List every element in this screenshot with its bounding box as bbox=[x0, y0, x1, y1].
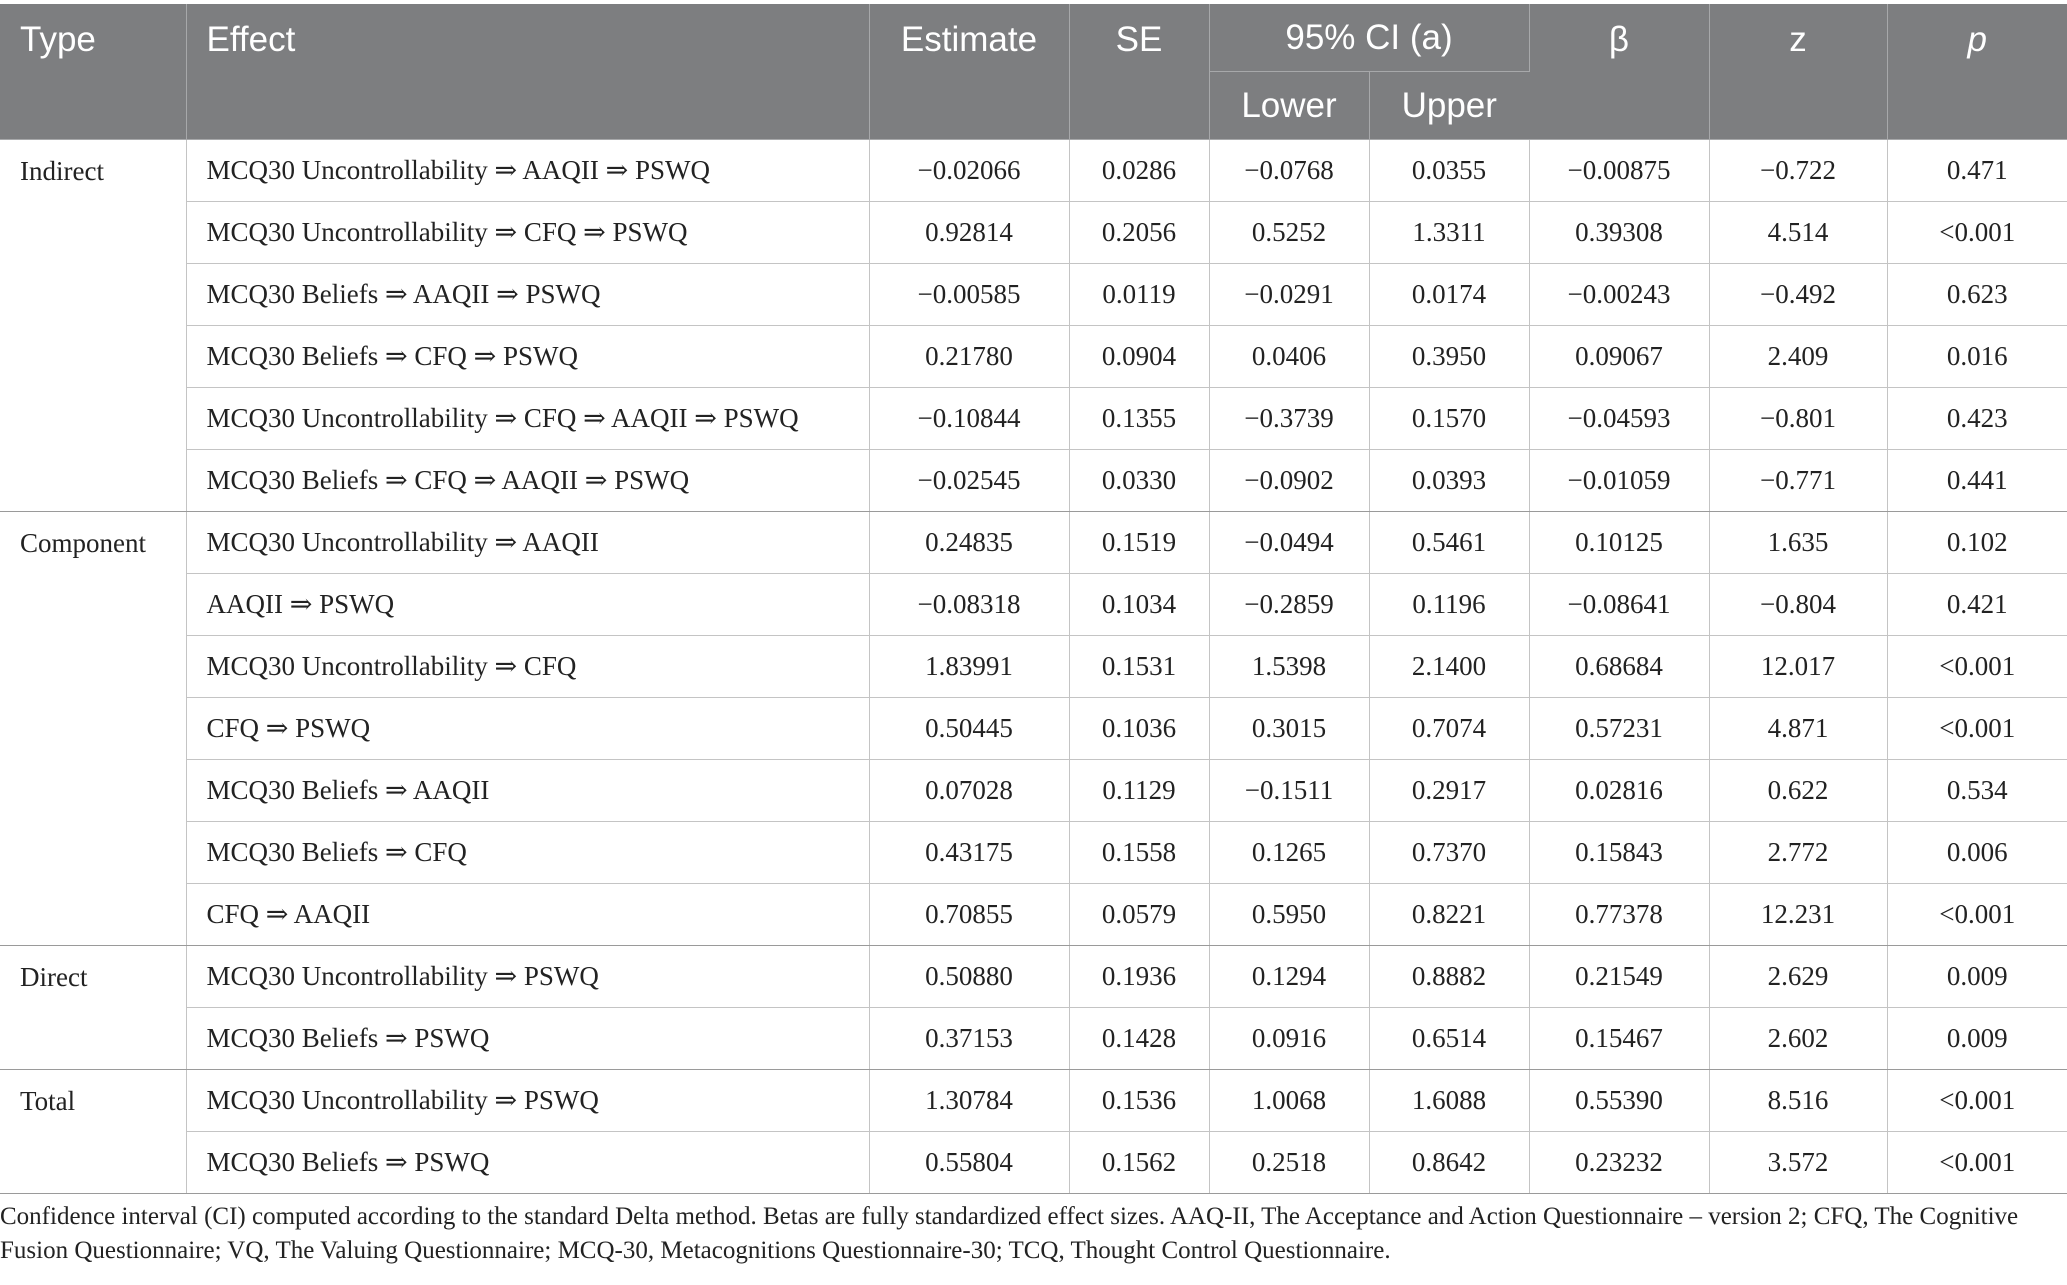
effect-cell: MCQ30 Uncontrollability ⇒ CFQ ⇒ PSWQ bbox=[186, 202, 869, 264]
mediation-results-table bbox=[0, 4, 2067, 1194]
estimate-cell: −0.08318 bbox=[869, 574, 1069, 636]
row-type-cell: Total bbox=[0, 1070, 186, 1194]
header-p: p bbox=[1887, 4, 2067, 140]
upper-cell: 0.7074 bbox=[1369, 698, 1529, 760]
upper-cell: 0.0174 bbox=[1369, 264, 1529, 326]
lower-cell: −0.3739 bbox=[1209, 388, 1369, 450]
table-row bbox=[0, 698, 2067, 760]
se-cell: 0.1562 bbox=[1069, 1132, 1209, 1194]
upper-cell: 0.8642 bbox=[1369, 1132, 1529, 1194]
z-cell: −0.722 bbox=[1709, 140, 1887, 202]
upper-cell: 0.3950 bbox=[1369, 326, 1529, 388]
header-upper: Upper bbox=[1369, 72, 1529, 140]
p-cell: 0.421 bbox=[1887, 574, 2067, 636]
lower-cell: 1.5398 bbox=[1209, 636, 1369, 698]
estimate-cell: −0.00585 bbox=[869, 264, 1069, 326]
effect-cell: CFQ ⇒ PSWQ bbox=[186, 698, 869, 760]
p-cell: <0.001 bbox=[1887, 636, 2067, 698]
z-cell: −0.804 bbox=[1709, 574, 1887, 636]
se-cell: 0.1531 bbox=[1069, 636, 1209, 698]
beta-cell: −0.01059 bbox=[1529, 450, 1709, 512]
estimate-cell: 0.24835 bbox=[869, 512, 1069, 574]
lower-cell: 0.0406 bbox=[1209, 326, 1369, 388]
estimate-cell: 0.50445 bbox=[869, 698, 1069, 760]
p-cell: <0.001 bbox=[1887, 1070, 2067, 1132]
beta-cell: 0.55390 bbox=[1529, 1070, 1709, 1132]
lower-cell: 0.1265 bbox=[1209, 822, 1369, 884]
p-cell: <0.001 bbox=[1887, 1132, 2067, 1194]
table-page bbox=[0, 4, 2067, 1268]
se-cell: 0.1428 bbox=[1069, 1008, 1209, 1070]
lower-cell: 0.5252 bbox=[1209, 202, 1369, 264]
beta-cell: 0.15467 bbox=[1529, 1008, 1709, 1070]
z-cell: 3.572 bbox=[1709, 1132, 1887, 1194]
effect-cell: CFQ ⇒ AAQII bbox=[186, 884, 869, 946]
header-effect: Effect bbox=[186, 4, 869, 140]
lower-cell: 0.5950 bbox=[1209, 884, 1369, 946]
effect-cell: MCQ30 Uncontrollability ⇒ AAQII bbox=[186, 512, 869, 574]
z-cell: 4.514 bbox=[1709, 202, 1887, 264]
table-footnote: Confidence interval (CI) computed according to the standard Delta method. Betas are fully standardized effect sizes. AAQ-II, The Acceptance and Action Questionnaire – version 2; CFQ, The Cognitive Fusion Questionnaire; VQ, The Valuing Questionnaire; MCQ-30, Metacognitions Questionnaire-30; TCQ, Thought Control Questionnaire. bbox=[0, 1203, 2019, 1264]
se-cell: 0.1036 bbox=[1069, 698, 1209, 760]
se-cell: 0.0904 bbox=[1069, 326, 1209, 388]
table-row bbox=[0, 512, 2067, 574]
estimate-cell: 0.55804 bbox=[869, 1132, 1069, 1194]
beta-cell: −0.00875 bbox=[1529, 140, 1709, 202]
z-cell: 2.629 bbox=[1709, 946, 1887, 1008]
p-cell: 0.471 bbox=[1887, 140, 2067, 202]
beta-cell: 0.21549 bbox=[1529, 946, 1709, 1008]
p-cell: 0.102 bbox=[1887, 512, 2067, 574]
effect-cell: MCQ30 Beliefs ⇒ CFQ ⇒ PSWQ bbox=[186, 326, 869, 388]
lower-cell: −0.0768 bbox=[1209, 140, 1369, 202]
p-cell: 0.006 bbox=[1887, 822, 2067, 884]
table-row bbox=[0, 884, 2067, 946]
upper-cell: 2.1400 bbox=[1369, 636, 1529, 698]
se-cell: 0.0119 bbox=[1069, 264, 1209, 326]
lower-cell: 0.3015 bbox=[1209, 698, 1369, 760]
estimate-cell: −0.02066 bbox=[869, 140, 1069, 202]
beta-cell: 0.68684 bbox=[1529, 636, 1709, 698]
upper-cell: 0.7370 bbox=[1369, 822, 1529, 884]
header-se: SE bbox=[1069, 4, 1209, 140]
se-cell: 0.1536 bbox=[1069, 1070, 1209, 1132]
upper-cell: 0.1570 bbox=[1369, 388, 1529, 450]
z-cell: 2.409 bbox=[1709, 326, 1887, 388]
lower-cell: 0.1294 bbox=[1209, 946, 1369, 1008]
z-cell: 8.516 bbox=[1709, 1070, 1887, 1132]
effect-cell: MCQ30 Beliefs ⇒ PSWQ bbox=[186, 1008, 869, 1070]
se-cell: 0.0579 bbox=[1069, 884, 1209, 946]
table-row bbox=[0, 388, 2067, 450]
header-estimate: Estimate bbox=[869, 4, 1069, 140]
row-type-cell: Indirect bbox=[0, 140, 186, 512]
table-row bbox=[0, 140, 2067, 202]
upper-cell: 0.8882 bbox=[1369, 946, 1529, 1008]
beta-cell: 0.15843 bbox=[1529, 822, 1709, 884]
lower-cell: 1.0068 bbox=[1209, 1070, 1369, 1132]
effect-cell: MCQ30 Uncontrollability ⇒ AAQII ⇒ PSWQ bbox=[186, 140, 869, 202]
lower-cell: −0.0902 bbox=[1209, 450, 1369, 512]
se-cell: 0.1519 bbox=[1069, 512, 1209, 574]
estimate-cell: −0.10844 bbox=[869, 388, 1069, 450]
table-row bbox=[0, 326, 2067, 388]
effect-cell: MCQ30 Beliefs ⇒ AAQII ⇒ PSWQ bbox=[186, 264, 869, 326]
z-cell: 2.602 bbox=[1709, 1008, 1887, 1070]
effect-cell: MCQ30 Uncontrollability ⇒ PSWQ bbox=[186, 1070, 869, 1132]
estimate-cell: 0.50880 bbox=[869, 946, 1069, 1008]
effect-cell: MCQ30 Uncontrollability ⇒ CFQ ⇒ AAQII ⇒ PSWQ bbox=[186, 388, 869, 450]
table-row bbox=[0, 574, 2067, 636]
p-cell: 0.016 bbox=[1887, 326, 2067, 388]
se-cell: 0.1355 bbox=[1069, 388, 1209, 450]
header-ci: 95% CI (a) bbox=[1209, 4, 1529, 72]
row-type-cell: Direct bbox=[0, 946, 186, 1070]
table-row bbox=[0, 202, 2067, 264]
lower-cell: −0.0291 bbox=[1209, 264, 1369, 326]
p-cell: 0.423 bbox=[1887, 388, 2067, 450]
upper-cell: 0.1196 bbox=[1369, 574, 1529, 636]
se-cell: 0.1129 bbox=[1069, 760, 1209, 822]
p-cell: 0.441 bbox=[1887, 450, 2067, 512]
z-cell: −0.771 bbox=[1709, 450, 1887, 512]
upper-cell: 0.6514 bbox=[1369, 1008, 1529, 1070]
z-cell: 1.635 bbox=[1709, 512, 1887, 574]
table-row bbox=[0, 760, 2067, 822]
beta-cell: 0.23232 bbox=[1529, 1132, 1709, 1194]
estimate-cell: 0.21780 bbox=[869, 326, 1069, 388]
estimate-cell: 0.92814 bbox=[869, 202, 1069, 264]
upper-cell: 0.2917 bbox=[1369, 760, 1529, 822]
effect-cell: MCQ30 Uncontrollability ⇒ CFQ bbox=[186, 636, 869, 698]
se-cell: 0.2056 bbox=[1069, 202, 1209, 264]
z-cell: −0.801 bbox=[1709, 388, 1887, 450]
upper-cell: 0.5461 bbox=[1369, 512, 1529, 574]
upper-cell: 0.8221 bbox=[1369, 884, 1529, 946]
row-type-cell: Component bbox=[0, 512, 186, 946]
beta-cell: 0.77378 bbox=[1529, 884, 1709, 946]
lower-cell: 0.2518 bbox=[1209, 1132, 1369, 1194]
p-cell: 0.623 bbox=[1887, 264, 2067, 326]
lower-cell: −0.1511 bbox=[1209, 760, 1369, 822]
p-cell: 0.009 bbox=[1887, 946, 2067, 1008]
p-cell: <0.001 bbox=[1887, 698, 2067, 760]
beta-cell: −0.00243 bbox=[1529, 264, 1709, 326]
effect-cell: AAQII ⇒ PSWQ bbox=[186, 574, 869, 636]
estimate-cell: 0.70855 bbox=[869, 884, 1069, 946]
table-row bbox=[0, 1132, 2067, 1194]
se-cell: 0.1034 bbox=[1069, 574, 1209, 636]
table-body bbox=[0, 140, 2067, 1194]
effect-cell: MCQ30 Uncontrollability ⇒ PSWQ bbox=[186, 946, 869, 1008]
lower-cell: −0.2859 bbox=[1209, 574, 1369, 636]
table-row bbox=[0, 450, 2067, 512]
z-cell: 12.231 bbox=[1709, 884, 1887, 946]
z-cell: 2.772 bbox=[1709, 822, 1887, 884]
table-row bbox=[0, 1070, 2067, 1132]
p-cell: <0.001 bbox=[1887, 202, 2067, 264]
se-cell: 0.1558 bbox=[1069, 822, 1209, 884]
effect-cell: MCQ30 Beliefs ⇒ PSWQ bbox=[186, 1132, 869, 1194]
estimate-cell: 0.43175 bbox=[869, 822, 1069, 884]
beta-cell: 0.09067 bbox=[1529, 326, 1709, 388]
p-cell: 0.009 bbox=[1887, 1008, 2067, 1070]
estimate-cell: 1.30784 bbox=[869, 1070, 1069, 1132]
lower-cell: 0.0916 bbox=[1209, 1008, 1369, 1070]
z-cell: 4.871 bbox=[1709, 698, 1887, 760]
z-cell: 0.622 bbox=[1709, 760, 1887, 822]
estimate-cell: 0.37153 bbox=[869, 1008, 1069, 1070]
p-cell: 0.534 bbox=[1887, 760, 2067, 822]
upper-cell: 0.0393 bbox=[1369, 450, 1529, 512]
table-header bbox=[0, 4, 2067, 140]
table-row bbox=[0, 636, 2067, 698]
header-z: z bbox=[1709, 4, 1887, 140]
beta-cell: 0.10125 bbox=[1529, 512, 1709, 574]
estimate-cell: 0.07028 bbox=[869, 760, 1069, 822]
p-cell: <0.001 bbox=[1887, 884, 2067, 946]
table-row bbox=[0, 1008, 2067, 1070]
se-cell: 0.1936 bbox=[1069, 946, 1209, 1008]
lower-cell: −0.0494 bbox=[1209, 512, 1369, 574]
header-type: Type bbox=[0, 4, 186, 140]
z-cell: −0.492 bbox=[1709, 264, 1887, 326]
estimate-cell: −0.02545 bbox=[869, 450, 1069, 512]
se-cell: 0.0330 bbox=[1069, 450, 1209, 512]
effect-cell: MCQ30 Beliefs ⇒ CFQ bbox=[186, 822, 869, 884]
effect-cell: MCQ30 Beliefs ⇒ AAQII bbox=[186, 760, 869, 822]
beta-cell: −0.08641 bbox=[1529, 574, 1709, 636]
beta-cell: 0.02816 bbox=[1529, 760, 1709, 822]
z-cell: 12.017 bbox=[1709, 636, 1887, 698]
upper-cell: 1.6088 bbox=[1369, 1070, 1529, 1132]
se-cell: 0.0286 bbox=[1069, 140, 1209, 202]
beta-cell: −0.04593 bbox=[1529, 388, 1709, 450]
upper-cell: 1.3311 bbox=[1369, 202, 1529, 264]
table-row bbox=[0, 946, 2067, 1008]
header-beta: β bbox=[1529, 4, 1709, 140]
beta-cell: 0.39308 bbox=[1529, 202, 1709, 264]
beta-cell: 0.57231 bbox=[1529, 698, 1709, 760]
estimate-cell: 1.83991 bbox=[869, 636, 1069, 698]
effect-cell: MCQ30 Beliefs ⇒ CFQ ⇒ AAQII ⇒ PSWQ bbox=[186, 450, 869, 512]
upper-cell: 0.0355 bbox=[1369, 140, 1529, 202]
table-row bbox=[0, 822, 2067, 884]
table-row bbox=[0, 264, 2067, 326]
header-lower: Lower bbox=[1209, 72, 1369, 140]
